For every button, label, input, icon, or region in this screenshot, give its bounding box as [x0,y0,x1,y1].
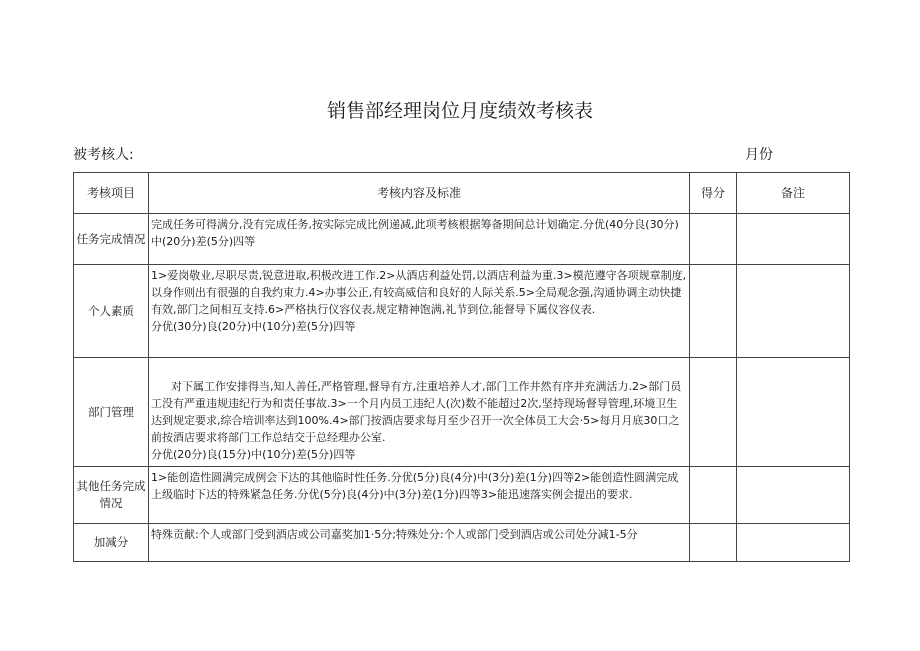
table-row [74,214,850,265]
table-row [74,358,850,467]
score-cell[interactable] [690,265,737,358]
row-item-bonus: 加减分 [74,524,149,562]
table-row [74,265,850,358]
row-item-quality: 个人素质 [74,265,149,358]
header-item: 考核项目 [74,173,149,214]
row-content-task: 完成任务可得满分,没有完成任务,按实际完成比例递减,此项考核根据筹备期间总计划确定.分优(40分良(30分)中(20分)差(5分)四等 [149,214,690,265]
row-content-other: 1>能创造性圆满完成例会下达的其他临时性任务.分优(5分)良(4分)中(3分)差(1分)四等2>能创造性圆满完成上级临时下达的特殊紧急任务.分优(5分)良(4分)中(3分)差(1分)四等3>能迅速落实例会提出的要求. [149,467,690,524]
management-score-line: 分优(20分)良(15分)中(10分)差(5分)四等 [151,448,356,461]
header-score: 得分 [690,173,737,214]
page-title: 销售部经理岗位月度绩效考核表 [326,100,593,122]
table-row [74,467,850,524]
header-remark: 备注 [737,173,850,214]
table-row [74,524,850,562]
assessee-label: 被考核人: [73,147,134,163]
row-item-other: 其他任务完成情况 [74,467,149,524]
quality-criteria: 1>爱岗敬业,尽职尽责,锐意进取,积极改进工作.2>从酒店利益处罚,以酒店利益为重.3>模范遵守各项规章制度,以身作则出有很强的自我约束力.4>办事公正,有较高威信和良好的人际关系.5>全局观念强,沟通协调主动快捷有效,部门之间相互支持.6>严格执行仪容仪表,规定精神饱满,礼节到位,能督导下属仪容仪表. [151,269,687,316]
score-cell[interactable] [690,524,737,562]
header-content: 考核内容及标准 [149,173,690,214]
score-cell[interactable] [690,358,737,467]
month-label: 月份 [745,147,773,163]
remark-cell[interactable] [737,524,850,562]
row-content-management [149,358,690,467]
remark-cell[interactable] [737,467,850,524]
table-header-row [74,173,850,214]
score-cell[interactable] [690,214,737,265]
management-criteria: 对下属工作安排得当,知人善任,严格管理,督导有方,注重培养人才,部门工作井然有序并充满活力.2>部门员工没有严重违规违纪行为和责任事故.3>一个月内员工违纪人(次)数不能超过2次,坚持现场督导管理,环境卫生达到规定要求,综合培训率达到100%.4>部门按酒店要求每月至少召开一次全体员工大会·5>每月月底30口之前按酒店要求将部门工作总结交于总经理办公室. [151,380,682,444]
remark-cell[interactable] [737,265,850,358]
remark-cell[interactable] [737,358,850,467]
score-cell[interactable] [690,467,737,524]
assessment-table [73,172,850,562]
row-item-task: 任务完成情况 [74,214,149,265]
quality-score-line: 分优(30分)良(20分)中(10分)差(5分)四等 [151,320,356,333]
row-content-bonus: 特殊贡献:个人或部门受到酒店或公司嘉奖加1·5分;特殊处分:个人或部门受到酒店或公司处分减1-5分 [149,524,690,562]
row-item-management: 部门管理 [74,358,149,467]
row-content-quality [149,265,690,358]
remark-cell[interactable] [737,214,850,265]
